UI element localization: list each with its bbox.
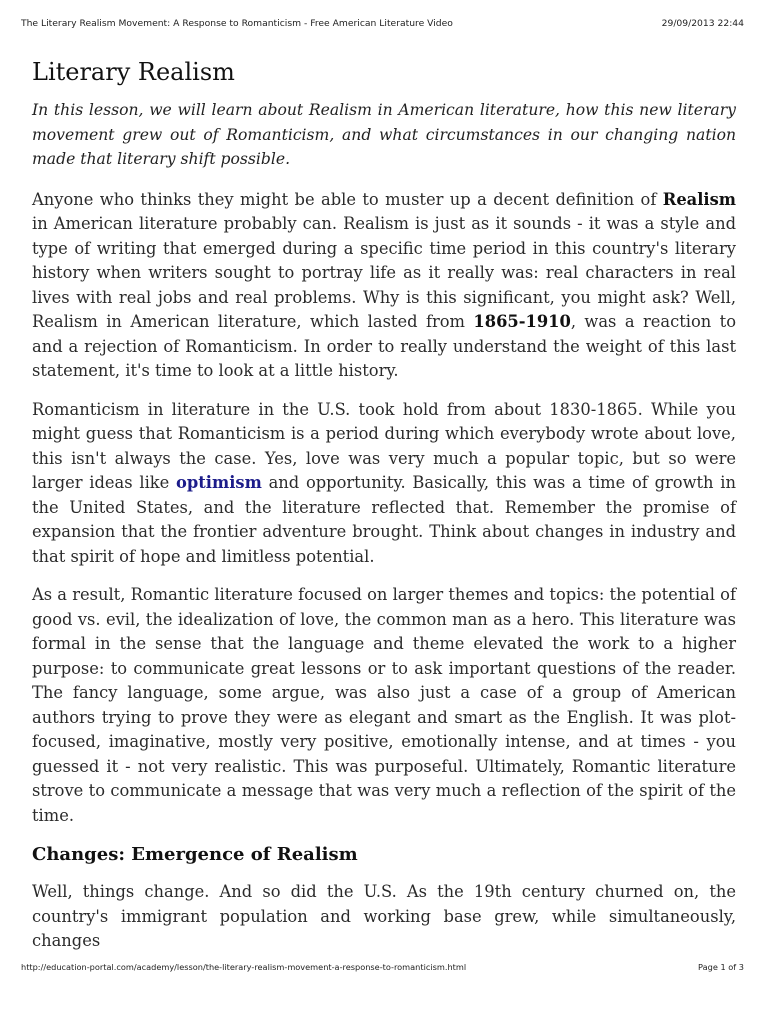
paragraph-text: and opportunity. Basically, this was a time of growth in the United States, and the literature reflected that. Remember the promise of expansion that the frontier adventure brought. Think about changes in industry and that spirit of hope and limitless potential. [32,473,736,566]
lesson-intro: In this lesson, we will learn about Realism in American literature, how this new literary movement grew out of Romanticism, and what circumstances in our changing nation made that literary shift possible. [32,101,736,168]
paragraph-text: , was a reaction to and a rejection of Romanticism. In order to really understand the weight of this last statement, it's time to look at a little history. [32,312,736,380]
page-title: Literary Realism [32,58,235,86]
paragraph-text: Anyone who thinks they might be able to muster up a decent definition of [32,189,663,209]
paragraph-realism-definition [32,188,736,384]
print-header-title: The Literary Realism Movement: A Response to Romanticism - Free American Literature Video [21,18,453,29]
paragraph-text: Romanticism in literature in the U.S. took hold from about 1830-1865. While you might guess that Romanticism is a period during which everybody wrote about love, this isn't always the case. Yes, love was very much a popular topic, but so were larger ideas like [32,399,736,492]
term-realism: Realism [662,189,736,209]
print-footer [21,962,744,976]
optimism-link[interactable]: optimism [176,473,262,492]
term-years: 1865-1910 [473,312,571,331]
page-url: http://education-portal.com/academy/lesson/the-literary-realism-movement-a-response-to-romanticism.html [21,962,467,972]
paragraph-changes: Well, things change. And so did the U.S. As the 19th century churned on, the country's immigrant population and working base grew, while simultaneously, changes [32,882,736,950]
paragraph-romanticism [32,398,736,570]
print-header [21,18,744,32]
paragraph-text: in American literature probably can. Realism is just as it sounds - it was a style and type of writing that emerged during a specific time period in this country's literary history when writers sought to portray life as it really was: real characters in real lives with real jobs and real problems. Why is this significant, you might ask? Well, Realism in American literature, which lasted from [32,214,736,331]
paragraph-romantic-literature: As a result, Romantic literature focused on larger themes and topics: the potential of good vs. evil, the idealization of love, the common man as a hero. This literature was formal in the sense that the language and theme elevated the work to a higher purpose: to communicate great lessons or to ask important questions of the reader. The fancy language, some argue, was also just a case of a group of American authors trying to prove they were as elegant and smart as the English. It was plot-focused, imaginative, mostly very positive, emotionally intense, and at times - you guessed it - not very realistic. This was purposeful. Ultimately, Romantic literature strove to communicate a message that was very much a reflection of the spirit of the time. [32,585,736,825]
page-number: Page 1 of 3 [698,962,744,972]
print-header-date: 29/09/2013 22:44 [661,18,744,29]
section-heading-emergence: Changes: Emergence of Realism [32,844,358,865]
article-content [32,56,736,968]
